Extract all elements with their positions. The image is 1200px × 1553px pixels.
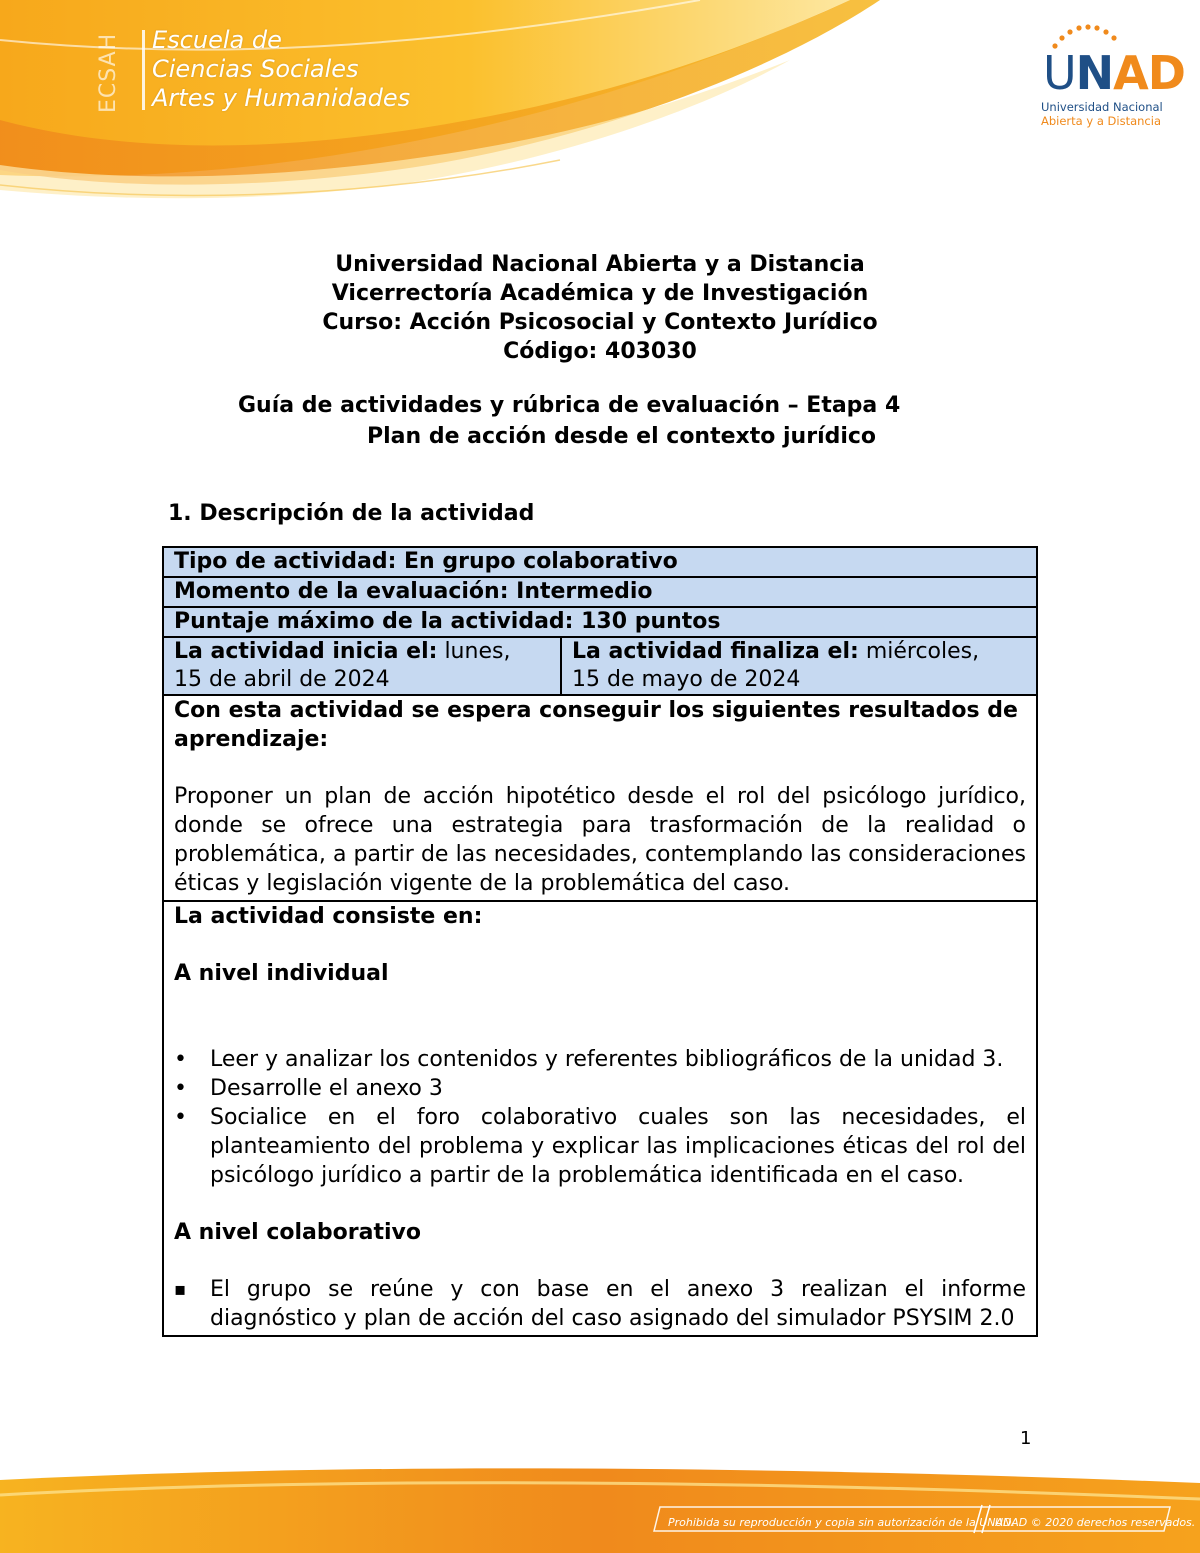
university-title: Universidad Nacional Abierta y a Distancia [335, 252, 865, 277]
course-code: Código: 403030 [503, 339, 697, 364]
individual-list [174, 1045, 1026, 1190]
logo-wordmark [1043, 48, 1185, 98]
footer-band [0, 1455, 1200, 1553]
end-date-cell [561, 637, 1037, 695]
school-line-1: Escuela de [152, 26, 282, 54]
table-row [163, 901, 1037, 1336]
document-title-block [0, 250, 1200, 366]
school-line-2: Ciencias Sociales [152, 55, 359, 83]
vicerrectoria-title: Vicerrectoría Académica y de Investigación [331, 281, 869, 306]
learning-outcomes-text: Proponer un plan de acción hipotético desde el rol del psicólogo jurídico, donde se ofrece una estrategia para trasformación de la realidad o problemática, a partir de las necesidades, contemplando las consideraciones éticas y legislación vigente de la problemática del caso. [174, 784, 1026, 896]
page-number: 1 [1020, 1428, 1032, 1449]
table-row [163, 577, 1037, 607]
collaborative-heading: A nivel colaborativo [174, 1220, 421, 1245]
list-item: • Leer y analizar los contenidos y referentes bibliográficos de la unidad 3. [200, 1045, 1026, 1074]
spacer [174, 1190, 1026, 1218]
school-divider [142, 30, 145, 110]
logo-letter-u: U [1043, 46, 1076, 100]
ecsah-vertical-label: ECSAH [96, 32, 121, 114]
guide-subtitle: Plan de acción desde el contexto jurídico [367, 424, 877, 449]
end-day: miércoles, [858, 639, 980, 664]
footer-wave-graphic [0, 1455, 1200, 1553]
spacer [174, 931, 1026, 959]
header-band [0, 0, 1200, 220]
consists-heading: La actividad consiste en: [174, 904, 483, 929]
table-row [163, 547, 1037, 577]
collaborative-list [174, 1275, 1026, 1333]
logo-letters-ad: AD [1113, 46, 1185, 100]
copy-prohibition-notice: Prohibida su reproducción y copia sin autorización de la UNAD. [668, 1516, 1015, 1529]
list-item: • Desarrolle el anexo 3 [200, 1074, 1026, 1103]
table-row [163, 637, 1037, 695]
school-line-3: Artes y Humanidades [152, 84, 411, 112]
spacer [174, 754, 1026, 782]
copyright-notice: UNAD © 2020 derechos reservados. [995, 1516, 1196, 1529]
activity-content-cell [163, 901, 1037, 1336]
list-item: • Socialice en el foro colaborativo cuales son las necesidades, el planteamiento del problema y explicar las implicaciones éticas del rol del psicólogo jurídico a partir de la problemática identificada en el caso. [200, 1103, 1026, 1190]
start-label: La actividad inicia el: [174, 639, 438, 664]
learning-outcomes-cell [163, 695, 1037, 901]
learning-outcomes-heading: Con esta actividad se espera conseguir los siguientes resultados de aprendizaje: [174, 698, 1018, 752]
list-item: ▪ El grupo se reúne y con base en el anexo 3 realizan el informe diagnóstico y plan de acción del caso asignado del simulador PSYSIM 2.0 [200, 1275, 1026, 1333]
school-name [152, 26, 410, 113]
start-date: 15 de abril de 2024 [174, 667, 390, 692]
start-day: lunes, [437, 639, 511, 664]
table-row [163, 607, 1037, 637]
start-date-cell [163, 637, 561, 695]
logo-letter-n: N [1075, 46, 1114, 100]
end-date: 15 de mayo de 2024 [572, 667, 801, 692]
activity-type: Tipo de actividad: En grupo colaborativo [163, 547, 1037, 577]
table-row [163, 695, 1037, 901]
end-label: La actividad finaliza el: [572, 639, 859, 664]
spacer [174, 988, 1026, 1045]
spacer [174, 1247, 1026, 1275]
logo-subtitle-1: Universidad Nacional [1041, 100, 1163, 114]
section-heading: 1. Descripción de la actividad [168, 501, 535, 526]
unad-logo [1035, 22, 1185, 132]
guide-title: Guía de actividades y rúbrica de evaluación – Etapa 4 [238, 393, 901, 418]
logo-subtitle-2: Abierta y a Distancia [1041, 114, 1161, 128]
evaluation-moment: Momento de la evaluación: Intermedio [163, 577, 1037, 607]
max-score: Puntaje máximo de la actividad: 130 puntos [163, 607, 1037, 637]
course-title: Curso: Acción Psicosocial y Contexto Jurídico [322, 310, 878, 335]
activity-description-table [162, 546, 1038, 1337]
individual-heading: A nivel individual [174, 961, 389, 986]
